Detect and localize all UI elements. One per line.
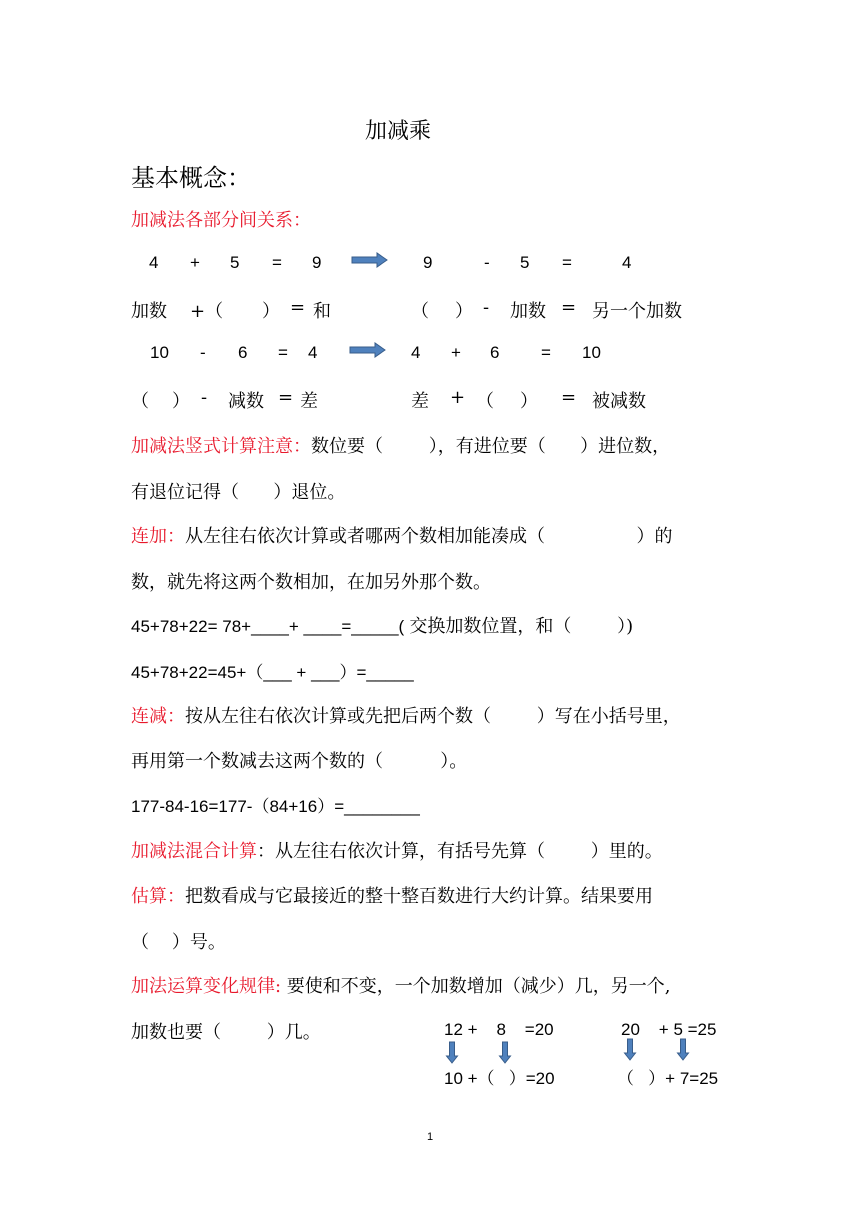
row2-right-open-paren: （ xyxy=(411,301,429,322)
rule-text-2: 加数也要（ ）几。 xyxy=(131,1022,321,1043)
estimate-text-2: （ ）号。 xyxy=(131,932,226,953)
vertical-calc-label: 加减法竖式计算注意： xyxy=(131,436,311,457)
row2-equals: = xyxy=(290,297,306,318)
row2-right-close-paren: ） xyxy=(455,301,473,322)
row1-num-5: 5 xyxy=(230,253,240,272)
vertical-calc-text-2: 有退位记得（ ）退位。 xyxy=(131,482,346,503)
down-arrow-icon xyxy=(446,1042,458,1064)
page-number: 1 xyxy=(427,1131,434,1143)
row4-open-paren: （ xyxy=(131,391,149,412)
continuous-add-eq-1-formula: 45+78+22= 78+____+ ____=_____( xyxy=(131,617,405,636)
vertical-calc-line-1 xyxy=(131,432,670,458)
row1-right-minus: - xyxy=(484,253,490,272)
vertical-calc-text-1: 数位要（ ），有进位要（ ）进位数， xyxy=(311,436,671,457)
estimate-line-1 xyxy=(131,882,653,908)
rule-example-2-bottom: （ ）+ 7=25 xyxy=(617,1069,719,1088)
row3-right-num-10: 10 xyxy=(582,343,601,362)
continuous-sub-eq: 177-84-16=177-（84+16）=________ xyxy=(131,797,420,816)
continuous-sub-label: 连减： xyxy=(131,706,185,727)
continuous-add-line-1 xyxy=(131,522,673,548)
continuous-add-text-1: 从左往右依次计算或者哪两个数相加能凑成（ ）的 xyxy=(185,526,673,547)
continuous-sub-line-1 xyxy=(131,702,681,728)
row4-right-equals: = xyxy=(561,387,577,408)
rule-example-1-top: 12 + 8 =20 xyxy=(444,1020,554,1039)
row3-equals: = xyxy=(278,343,288,362)
relations-label: 加减法各部分间关系： xyxy=(131,210,311,231)
mixed-calc-text: ：从左往右依次计算，有括号先算（ ）里的。 xyxy=(257,841,663,862)
row4-right-open-paren: （ xyxy=(476,391,494,412)
mixed-calc-label: 加减法混合计算 xyxy=(131,841,257,862)
row1-right-num-4: 4 xyxy=(622,253,632,272)
row1-equals: = xyxy=(272,253,282,272)
rule-line-1 xyxy=(131,972,671,998)
row2-right-minus: - xyxy=(483,297,490,318)
row3-right-equals: = xyxy=(541,343,551,362)
right-arrow-icon xyxy=(350,342,386,358)
row3-num-10: 10 xyxy=(150,343,169,362)
rule-label: 加法运算变化规律: xyxy=(131,976,282,997)
continuous-add-eq-1-note: 交换加数位置，和（ ）) xyxy=(409,616,634,637)
row4-equals: = xyxy=(278,387,294,408)
continuous-add-eq-2: 45+78+22=45+（___ + ___）=_____ xyxy=(131,663,414,682)
row3-num-6: 6 xyxy=(238,343,248,362)
down-arrow-icon xyxy=(499,1042,511,1064)
row1-right-num-5: 5 xyxy=(520,253,530,272)
down-arrow-icon xyxy=(677,1039,689,1061)
row1-plus: + xyxy=(190,253,200,272)
estimate-label: 估算： xyxy=(131,886,185,907)
row4-difference: 差 xyxy=(300,391,318,412)
rule-text-1: 要使和不变，一个加数增加（减少）几，另一个, xyxy=(281,976,671,997)
row1-right-equals: = xyxy=(562,253,572,272)
continuous-add-text-2: 数，就先将这两个数相加，在加另外那个数。 xyxy=(131,572,491,593)
row2-close-paren: ） xyxy=(262,301,280,322)
row4-right-minuend: 被减数 xyxy=(592,391,646,412)
row3-right-num-6: 6 xyxy=(490,343,500,362)
row4-close-paren: ） xyxy=(172,391,190,412)
row4-right-plus: + xyxy=(450,387,466,408)
section-heading: 基本概念： xyxy=(131,164,251,192)
row2-addend: 加数 xyxy=(131,301,167,322)
rule-example-2-top: 20 + 5 =25 xyxy=(621,1020,717,1039)
down-arrow-icon xyxy=(624,1039,636,1061)
row4-right-difference: 差 xyxy=(411,391,429,412)
mixed-calc-line xyxy=(131,837,663,863)
row3-num-4: 4 xyxy=(308,343,318,362)
continuous-sub-text-1: 按从左往右依次计算或先把后两个数（ ）写在小括号里， xyxy=(185,706,681,727)
row1-num-4: 4 xyxy=(149,253,159,272)
row1-right-num-9: 9 xyxy=(423,253,433,272)
row2-right-addend: 加数 xyxy=(510,301,546,322)
rule-example-1-bottom: 10 +（ ）=20 xyxy=(444,1069,555,1088)
continuous-sub-text-2: 再用第一个数减去这两个数的（ ）。 xyxy=(131,751,468,772)
row2-right-equals: = xyxy=(561,297,577,318)
continuous-add-eq-1 xyxy=(131,612,633,638)
continuous-add-label: 连加： xyxy=(131,526,185,547)
row4-right-close-paren: ） xyxy=(520,391,538,412)
row4-subtrahend: 减数 xyxy=(228,391,264,412)
row1-num-9: 9 xyxy=(312,253,322,272)
row3-right-plus: + xyxy=(451,343,461,362)
row2-sum: 和 xyxy=(313,301,331,322)
page-title: 加减乘 xyxy=(365,119,432,144)
row2-plus-paren: +（ xyxy=(190,301,224,322)
row4-minus: - xyxy=(201,387,208,408)
right-arrow-icon xyxy=(352,252,388,268)
row3-minus: - xyxy=(200,343,206,362)
estimate-text-1: 把数看成与它最接近的整十整百数进行大约计算。结果要用 xyxy=(185,886,653,907)
row2-right-other-addend: 另一个加数 xyxy=(592,301,682,322)
row3-right-num-4: 4 xyxy=(411,343,421,362)
